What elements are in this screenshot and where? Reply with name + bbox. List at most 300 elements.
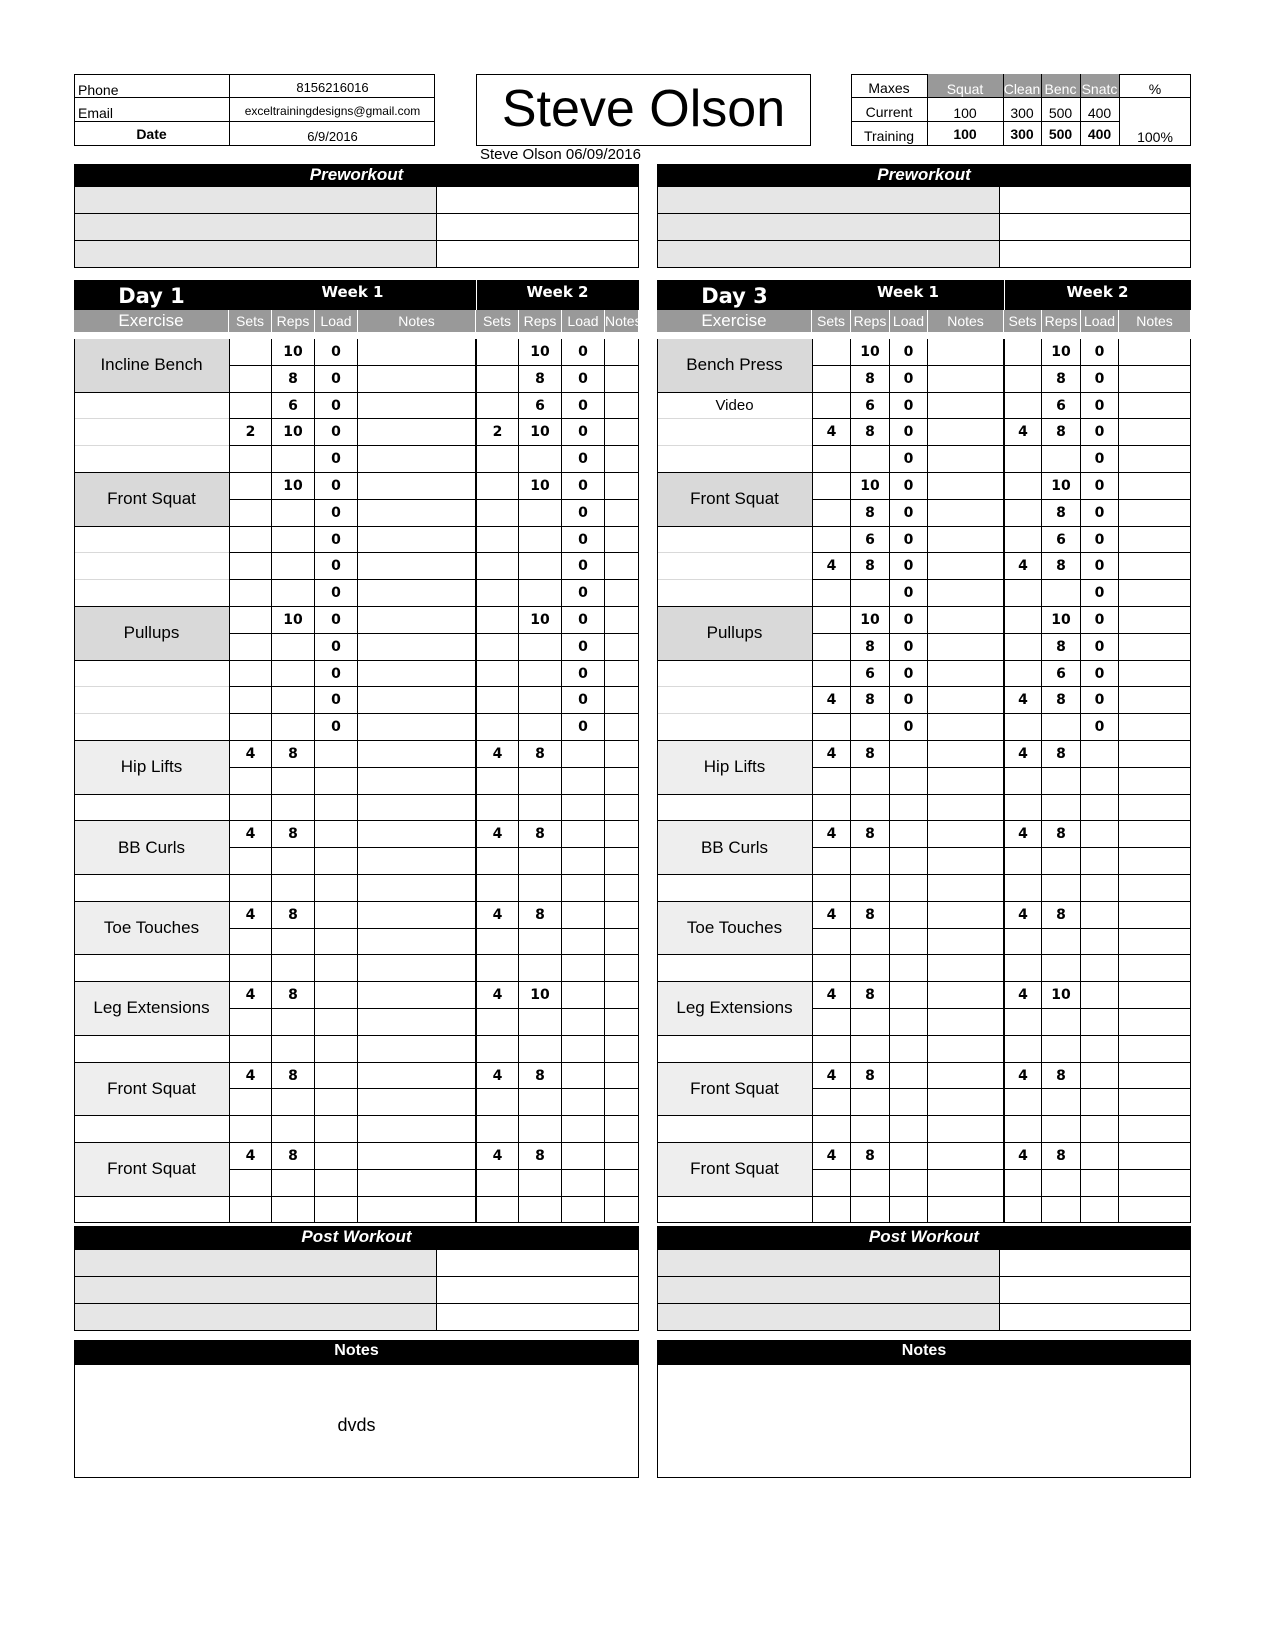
w2-load-cell[interactable] — [562, 1009, 605, 1036]
w1-sets-cell[interactable] — [229, 634, 272, 661]
w2-load-cell[interactable]: 0 — [1081, 339, 1119, 366]
w2-sets-cell[interactable]: 4 — [1004, 1143, 1042, 1170]
w1-load-cell[interactable]: 0 — [315, 634, 358, 661]
w1-notes-cell[interactable] — [928, 446, 1004, 473]
w2-load-cell[interactable]: 0 — [562, 366, 605, 393]
w1-load-cell[interactable] — [890, 1170, 928, 1197]
w1-notes-cell[interactable] — [358, 714, 476, 741]
w1-reps-cell[interactable] — [851, 1197, 890, 1224]
w1-notes-cell[interactable] — [358, 339, 476, 366]
postworkout-field[interactable] — [74, 1250, 436, 1277]
w2-reps-cell[interactable] — [519, 1089, 562, 1116]
w1-sets-cell[interactable] — [229, 661, 272, 688]
w1-load-cell[interactable]: 0 — [890, 714, 928, 741]
w2-sets-cell[interactable]: 4 — [1004, 1063, 1042, 1090]
w1-load-cell[interactable]: 0 — [890, 634, 928, 661]
w1-reps-cell[interactable] — [272, 955, 315, 982]
w2-sets-cell[interactable]: 4 — [1004, 902, 1042, 929]
w2-sets-cell[interactable] — [1004, 875, 1042, 902]
w1-reps-cell[interactable]: 8 — [272, 821, 315, 848]
w2-notes-cell[interactable] — [605, 1063, 639, 1090]
w2-notes-cell[interactable] — [605, 473, 639, 500]
w2-reps-cell[interactable]: 10 — [1042, 473, 1081, 500]
w1-reps-cell[interactable]: 10 — [851, 607, 890, 634]
w1-notes-cell[interactable] — [928, 1143, 1004, 1170]
w2-notes-cell[interactable] — [1119, 768, 1191, 795]
w1-notes-cell[interactable] — [928, 393, 1004, 420]
w1-reps-cell[interactable] — [272, 714, 315, 741]
w1-load-cell[interactable] — [890, 1143, 928, 1170]
w1-reps-cell[interactable]: 8 — [272, 366, 315, 393]
w2-reps-cell[interactable]: 8 — [519, 1063, 562, 1090]
w1-sets-cell[interactable] — [229, 553, 272, 580]
maxes-current-squat[interactable]: 100 — [953, 105, 977, 121]
w1-sets-cell[interactable]: 4 — [229, 821, 272, 848]
w1-notes-cell[interactable] — [358, 1143, 476, 1170]
w1-load-cell[interactable] — [890, 1009, 928, 1036]
w2-reps-cell[interactable] — [519, 500, 562, 527]
preworkout-field[interactable] — [436, 187, 639, 214]
w1-load-cell[interactable]: 0 — [315, 607, 358, 634]
w2-notes-cell[interactable] — [605, 795, 639, 822]
w2-sets-cell[interactable] — [476, 687, 519, 714]
w1-notes-cell[interactable] — [928, 1036, 1004, 1063]
w1-sets-cell[interactable]: 4 — [812, 687, 851, 714]
w2-sets-cell[interactable] — [1004, 1116, 1042, 1143]
w2-reps-cell[interactable] — [519, 875, 562, 902]
w2-reps-cell[interactable]: 6 — [1042, 393, 1081, 420]
w2-notes-cell[interactable] — [605, 768, 639, 795]
w1-load-cell[interactable] — [315, 1063, 358, 1090]
w1-sets-cell[interactable] — [812, 339, 851, 366]
w1-load-cell[interactable] — [315, 768, 358, 795]
w1-notes-cell[interactable] — [358, 500, 476, 527]
preworkout-field[interactable] — [657, 214, 999, 241]
w1-load-cell[interactable] — [315, 821, 358, 848]
w1-sets-cell[interactable] — [229, 339, 272, 366]
w2-load-cell[interactable] — [1081, 1143, 1119, 1170]
w2-load-cell[interactable] — [1081, 1036, 1119, 1063]
w2-load-cell[interactable] — [562, 1197, 605, 1224]
w2-sets-cell[interactable] — [476, 1116, 519, 1143]
w1-load-cell[interactable] — [315, 1009, 358, 1036]
w1-sets-cell[interactable] — [229, 607, 272, 634]
w1-sets-cell[interactable]: 4 — [229, 902, 272, 929]
w2-notes-cell[interactable] — [1119, 527, 1191, 554]
w1-notes-cell[interactable] — [928, 527, 1004, 554]
w1-reps-cell[interactable] — [272, 580, 315, 607]
w1-notes-cell[interactable] — [358, 366, 476, 393]
w2-sets-cell[interactable] — [476, 1009, 519, 1036]
w2-sets-cell[interactable]: 4 — [476, 821, 519, 848]
w2-load-cell[interactable] — [562, 1170, 605, 1197]
w1-sets-cell[interactable] — [229, 1036, 272, 1063]
w2-notes-cell[interactable] — [1119, 553, 1191, 580]
w1-notes-cell[interactable] — [358, 393, 476, 420]
w1-reps-cell[interactable] — [272, 768, 315, 795]
w1-reps-cell[interactable]: 8 — [272, 1063, 315, 1090]
w2-sets-cell[interactable] — [1004, 473, 1042, 500]
w2-notes-cell[interactable] — [605, 1036, 639, 1063]
w1-reps-cell[interactable]: 8 — [272, 1143, 315, 1170]
w2-notes-cell[interactable] — [605, 339, 639, 366]
preworkout-field[interactable] — [657, 241, 999, 268]
w1-reps-cell[interactable] — [272, 446, 315, 473]
w1-notes-cell[interactable] — [358, 1170, 476, 1197]
w1-notes-cell[interactable] — [928, 1063, 1004, 1090]
w1-reps-cell[interactable] — [272, 1009, 315, 1036]
w1-sets-cell[interactable] — [812, 1197, 851, 1224]
w1-reps-cell[interactable] — [851, 955, 890, 982]
w1-sets-cell[interactable] — [229, 473, 272, 500]
w1-notes-cell[interactable] — [928, 339, 1004, 366]
w2-sets-cell[interactable] — [476, 1170, 519, 1197]
w1-load-cell[interactable]: 0 — [315, 580, 358, 607]
w2-notes-cell[interactable] — [1119, 1089, 1191, 1116]
w2-load-cell[interactable] — [1081, 1009, 1119, 1036]
w1-notes-cell[interactable] — [928, 500, 1004, 527]
w2-notes-cell[interactable] — [1119, 1170, 1191, 1197]
w1-notes-cell[interactable] — [358, 741, 476, 768]
w2-notes-cell[interactable] — [605, 446, 639, 473]
preworkout-field[interactable] — [74, 187, 436, 214]
w1-notes-cell[interactable] — [928, 553, 1004, 580]
w2-reps-cell[interactable] — [1042, 875, 1081, 902]
w2-sets-cell[interactable] — [476, 661, 519, 688]
notes-area[interactable] — [657, 1364, 1191, 1478]
w1-reps-cell[interactable]: 8 — [851, 634, 890, 661]
w2-load-cell[interactable]: 0 — [1081, 553, 1119, 580]
w2-reps-cell[interactable]: 8 — [1042, 419, 1081, 446]
w2-load-cell[interactable]: 0 — [1081, 580, 1119, 607]
w1-sets-cell[interactable] — [229, 768, 272, 795]
w2-notes-cell[interactable] — [605, 1089, 639, 1116]
w1-reps-cell[interactable]: 10 — [272, 339, 315, 366]
w2-notes-cell[interactable] — [1119, 634, 1191, 661]
w2-reps-cell[interactable]: 6 — [1042, 661, 1081, 688]
w1-sets-cell[interactable] — [812, 955, 851, 982]
w2-reps-cell[interactable]: 10 — [1042, 982, 1081, 1009]
w2-reps-cell[interactable] — [1042, 1197, 1081, 1224]
w1-notes-cell[interactable] — [928, 955, 1004, 982]
w1-sets-cell[interactable] — [229, 795, 272, 822]
w2-load-cell[interactable] — [1081, 982, 1119, 1009]
w2-load-cell[interactable] — [1081, 1063, 1119, 1090]
w2-sets-cell[interactable] — [476, 634, 519, 661]
w1-load-cell[interactable]: 0 — [890, 687, 928, 714]
w2-sets-cell[interactable] — [476, 768, 519, 795]
w2-reps-cell[interactable] — [519, 1009, 562, 1036]
preworkout-field[interactable] — [657, 187, 999, 214]
w2-notes-cell[interactable] — [1119, 848, 1191, 875]
w1-sets-cell[interactable]: 4 — [812, 821, 851, 848]
w2-reps-cell[interactable]: 8 — [1042, 366, 1081, 393]
w1-reps-cell[interactable] — [272, 1197, 315, 1224]
w2-sets-cell[interactable] — [476, 473, 519, 500]
w1-reps-cell[interactable] — [851, 875, 890, 902]
w2-reps-cell[interactable] — [519, 955, 562, 982]
w2-sets-cell[interactable] — [476, 875, 519, 902]
w2-notes-cell[interactable] — [605, 366, 639, 393]
w2-notes-cell[interactable] — [1119, 1143, 1191, 1170]
w1-notes-cell[interactable] — [928, 634, 1004, 661]
w2-load-cell[interactable]: 0 — [562, 714, 605, 741]
w2-sets-cell[interactable] — [476, 527, 519, 554]
w2-notes-cell[interactable] — [605, 741, 639, 768]
w1-sets-cell[interactable] — [229, 955, 272, 982]
w1-load-cell[interactable]: 0 — [890, 553, 928, 580]
w1-sets-cell[interactable] — [812, 714, 851, 741]
w1-reps-cell[interactable] — [851, 714, 890, 741]
w1-load-cell[interactable] — [315, 982, 358, 1009]
w2-reps-cell[interactable] — [519, 1197, 562, 1224]
w2-notes-cell[interactable] — [605, 527, 639, 554]
w1-sets-cell[interactable] — [229, 580, 272, 607]
postworkout-field[interactable] — [436, 1250, 639, 1277]
w2-sets-cell[interactable] — [1004, 768, 1042, 795]
w1-notes-cell[interactable] — [358, 955, 476, 982]
w2-load-cell[interactable] — [1081, 1116, 1119, 1143]
w2-sets-cell[interactable] — [476, 714, 519, 741]
w1-notes-cell[interactable] — [358, 527, 476, 554]
w1-reps-cell[interactable] — [272, 875, 315, 902]
w1-load-cell[interactable]: 0 — [890, 607, 928, 634]
w2-notes-cell[interactable] — [1119, 661, 1191, 688]
w1-load-cell[interactable]: 0 — [315, 446, 358, 473]
postworkout-field[interactable] — [657, 1277, 999, 1304]
w1-sets-cell[interactable] — [812, 393, 851, 420]
w2-notes-cell[interactable] — [605, 848, 639, 875]
w2-load-cell[interactable] — [1081, 902, 1119, 929]
w1-notes-cell[interactable] — [358, 473, 476, 500]
w2-notes-cell[interactable] — [605, 607, 639, 634]
w1-reps-cell[interactable]: 6 — [851, 661, 890, 688]
w1-sets-cell[interactable] — [812, 473, 851, 500]
w1-load-cell[interactable] — [890, 982, 928, 1009]
w1-sets-cell[interactable] — [812, 795, 851, 822]
w2-notes-cell[interactable] — [1119, 1036, 1191, 1063]
w1-reps-cell[interactable] — [851, 446, 890, 473]
w2-load-cell[interactable] — [1081, 741, 1119, 768]
w1-reps-cell[interactable]: 8 — [851, 419, 890, 446]
w2-reps-cell[interactable] — [1042, 1036, 1081, 1063]
w1-sets-cell[interactable] — [229, 366, 272, 393]
w1-notes-cell[interactable] — [928, 982, 1004, 1009]
w2-notes-cell[interactable] — [605, 982, 639, 1009]
w2-reps-cell[interactable]: 8 — [1042, 1143, 1081, 1170]
w1-sets-cell[interactable] — [229, 1116, 272, 1143]
w2-notes-cell[interactable] — [1119, 580, 1191, 607]
w1-sets-cell[interactable]: 4 — [229, 982, 272, 1009]
w1-reps-cell[interactable]: 8 — [851, 741, 890, 768]
w2-reps-cell[interactable]: 8 — [519, 366, 562, 393]
w2-load-cell[interactable] — [562, 821, 605, 848]
w1-load-cell[interactable]: 0 — [890, 419, 928, 446]
w1-notes-cell[interactable] — [928, 687, 1004, 714]
w2-sets-cell[interactable] — [1004, 1197, 1042, 1224]
w2-sets-cell[interactable] — [476, 553, 519, 580]
w2-notes-cell[interactable] — [605, 393, 639, 420]
postworkout-field[interactable] — [999, 1277, 1191, 1304]
w1-load-cell[interactable] — [890, 902, 928, 929]
w1-reps-cell[interactable]: 10 — [851, 339, 890, 366]
w2-sets-cell[interactable] — [1004, 1089, 1042, 1116]
w1-load-cell[interactable] — [315, 1170, 358, 1197]
w2-reps-cell[interactable] — [1042, 795, 1081, 822]
w1-sets-cell[interactable] — [812, 634, 851, 661]
w2-load-cell[interactable]: 0 — [562, 687, 605, 714]
w1-sets-cell[interactable]: 2 — [229, 419, 272, 446]
w2-notes-cell[interactable] — [1119, 419, 1191, 446]
w2-notes-cell[interactable] — [605, 1143, 639, 1170]
w1-notes-cell[interactable] — [358, 1036, 476, 1063]
postworkout-field[interactable] — [74, 1304, 436, 1331]
w1-sets-cell[interactable] — [229, 1089, 272, 1116]
w2-load-cell[interactable]: 0 — [562, 527, 605, 554]
w1-sets-cell[interactable]: 4 — [229, 741, 272, 768]
w1-sets-cell[interactable] — [812, 661, 851, 688]
w1-load-cell[interactable] — [315, 902, 358, 929]
w2-reps-cell[interactable]: 8 — [1042, 500, 1081, 527]
w2-load-cell[interactable] — [562, 1089, 605, 1116]
w1-reps-cell[interactable] — [851, 1170, 890, 1197]
w2-reps-cell[interactable] — [1042, 955, 1081, 982]
w2-reps-cell[interactable]: 10 — [519, 339, 562, 366]
w2-reps-cell[interactable] — [1042, 1009, 1081, 1036]
w2-notes-cell[interactable] — [605, 580, 639, 607]
w1-load-cell[interactable] — [890, 741, 928, 768]
w2-notes-cell[interactable] — [605, 1116, 639, 1143]
date-value[interactable]: 6/9/2016 — [307, 129, 358, 144]
w1-reps-cell[interactable] — [851, 1036, 890, 1063]
w2-load-cell[interactable]: 0 — [562, 339, 605, 366]
w1-notes-cell[interactable] — [928, 1116, 1004, 1143]
w1-load-cell[interactable] — [315, 1197, 358, 1224]
w1-load-cell[interactable] — [315, 955, 358, 982]
w2-reps-cell[interactable] — [519, 661, 562, 688]
w1-reps-cell[interactable] — [851, 1089, 890, 1116]
w1-reps-cell[interactable]: 8 — [851, 1063, 890, 1090]
w2-reps-cell[interactable]: 8 — [1042, 1063, 1081, 1090]
w2-load-cell[interactable] — [1081, 875, 1119, 902]
w1-reps-cell[interactable]: 8 — [851, 366, 890, 393]
w2-sets-cell[interactable] — [1004, 393, 1042, 420]
w2-load-cell[interactable] — [562, 741, 605, 768]
w2-reps-cell[interactable] — [519, 848, 562, 875]
w2-sets-cell[interactable] — [476, 795, 519, 822]
w2-sets-cell[interactable] — [476, 607, 519, 634]
w2-notes-cell[interactable] — [605, 419, 639, 446]
postworkout-field[interactable] — [999, 1304, 1191, 1331]
w1-notes-cell[interactable] — [928, 661, 1004, 688]
preworkout-field[interactable] — [999, 241, 1191, 268]
w2-reps-cell[interactable]: 10 — [519, 419, 562, 446]
w1-notes-cell[interactable] — [358, 929, 476, 956]
w2-sets-cell[interactable]: 4 — [476, 1143, 519, 1170]
w2-sets-cell[interactable] — [1004, 661, 1042, 688]
w2-notes-cell[interactable] — [1119, 982, 1191, 1009]
w2-load-cell[interactable] — [1081, 1089, 1119, 1116]
w1-load-cell[interactable] — [315, 875, 358, 902]
w1-load-cell[interactable]: 0 — [315, 473, 358, 500]
w2-sets-cell[interactable] — [476, 366, 519, 393]
w2-reps-cell[interactable]: 10 — [1042, 339, 1081, 366]
w1-load-cell[interactable] — [315, 929, 358, 956]
w1-sets-cell[interactable] — [812, 1089, 851, 1116]
w2-sets-cell[interactable] — [476, 848, 519, 875]
w1-reps-cell[interactable]: 8 — [272, 982, 315, 1009]
w2-reps-cell[interactable]: 8 — [1042, 553, 1081, 580]
w1-load-cell[interactable]: 0 — [315, 393, 358, 420]
w2-notes-cell[interactable] — [1119, 607, 1191, 634]
w2-load-cell[interactable]: 0 — [1081, 714, 1119, 741]
w1-reps-cell[interactable] — [851, 580, 890, 607]
w1-sets-cell[interactable] — [812, 527, 851, 554]
w1-load-cell[interactable]: 0 — [890, 661, 928, 688]
w1-notes-cell[interactable] — [928, 366, 1004, 393]
w2-load-cell[interactable] — [562, 982, 605, 1009]
postworkout-field[interactable] — [657, 1250, 999, 1277]
w2-sets-cell[interactable] — [1004, 955, 1042, 982]
w2-load-cell[interactable] — [1081, 821, 1119, 848]
w1-reps-cell[interactable]: 8 — [851, 500, 890, 527]
w1-reps-cell[interactable] — [851, 768, 890, 795]
w2-notes-cell[interactable] — [1119, 500, 1191, 527]
w2-notes-cell[interactable] — [1119, 741, 1191, 768]
w2-reps-cell[interactable]: 8 — [1042, 821, 1081, 848]
w1-notes-cell[interactable] — [928, 607, 1004, 634]
w2-load-cell[interactable]: 0 — [562, 580, 605, 607]
w1-sets-cell[interactable]: 4 — [812, 902, 851, 929]
w1-reps-cell[interactable]: 8 — [272, 741, 315, 768]
w2-notes-cell[interactable] — [1119, 795, 1191, 822]
w2-reps-cell[interactable] — [1042, 1089, 1081, 1116]
w1-reps-cell[interactable] — [272, 1089, 315, 1116]
w2-notes-cell[interactable] — [1119, 902, 1191, 929]
w1-notes-cell[interactable] — [358, 661, 476, 688]
w2-sets-cell[interactable]: 4 — [1004, 553, 1042, 580]
w1-reps-cell[interactable] — [851, 848, 890, 875]
w2-notes-cell[interactable] — [1119, 875, 1191, 902]
w1-notes-cell[interactable] — [358, 848, 476, 875]
w1-load-cell[interactable]: 0 — [890, 473, 928, 500]
w1-reps-cell[interactable] — [272, 661, 315, 688]
postworkout-field[interactable] — [436, 1304, 639, 1331]
w2-load-cell[interactable] — [562, 848, 605, 875]
w2-load-cell[interactable] — [1081, 1197, 1119, 1224]
w1-load-cell[interactable] — [315, 848, 358, 875]
w2-load-cell[interactable]: 0 — [562, 473, 605, 500]
w2-reps-cell[interactable]: 8 — [1042, 741, 1081, 768]
w1-load-cell[interactable] — [890, 1063, 928, 1090]
w1-load-cell[interactable]: 0 — [315, 553, 358, 580]
w2-sets-cell[interactable] — [1004, 634, 1042, 661]
w1-reps-cell[interactable] — [851, 929, 890, 956]
w2-notes-cell[interactable] — [1119, 929, 1191, 956]
w1-notes-cell[interactable] — [928, 875, 1004, 902]
w2-sets-cell[interactable]: 4 — [1004, 821, 1042, 848]
w1-reps-cell[interactable]: 8 — [851, 982, 890, 1009]
w2-notes-cell[interactable] — [605, 1197, 639, 1224]
w2-sets-cell[interactable] — [476, 1089, 519, 1116]
w1-load-cell[interactable] — [315, 795, 358, 822]
w1-notes-cell[interactable] — [928, 580, 1004, 607]
w2-notes-cell[interactable] — [605, 929, 639, 956]
w2-reps-cell[interactable] — [519, 634, 562, 661]
w1-reps-cell[interactable] — [272, 1116, 315, 1143]
w1-load-cell[interactable] — [890, 875, 928, 902]
w1-load-cell[interactable]: 0 — [315, 714, 358, 741]
